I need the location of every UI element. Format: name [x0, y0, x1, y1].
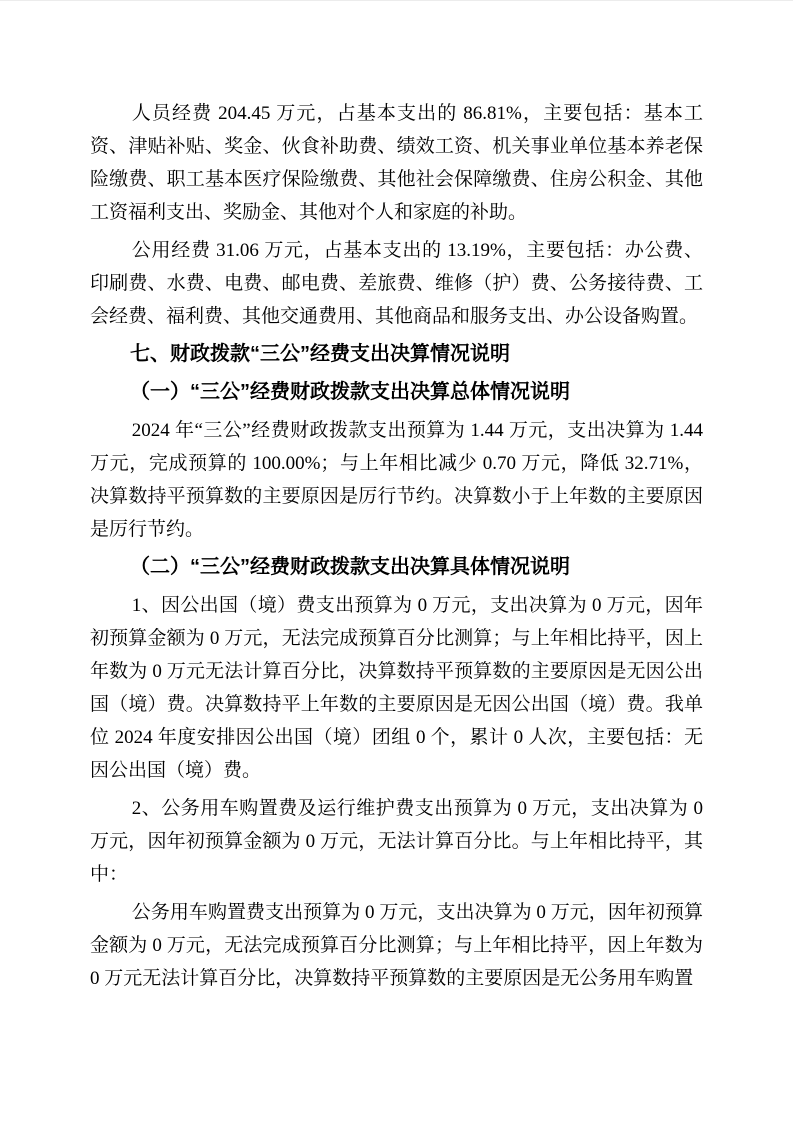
paragraph-sangong-overall-situation: 2024 年“三公”经费财政拨款支出预算为 1.44 万元，支出决算为 1.44 万元，完成预算的 100.00%；与上年相比减少 0.70 万元，降低 32.71%，决算数持平预算数的主要原因是厉行节约。决算数小于上年数的主要原因是厉行节约。 — [90, 420, 703, 540]
document-body — [90, 97, 703, 995]
paragraph-overseas-travel-expense: 1、因公出国（境）费支出预算为 0 万元，支出决算为 0 万元，因年初预算金额为 0 万元，无法完成预算百分比测算；与上年相比持平，因上年数为 0 万元无法计算百分比，决算数持平预算数的主要原因是无因公出国（境）费。决算数持平上年数的主要原因是无因公出国（境）费。我单位 2024 年度安排因公出国（境）团组 0 个，累计 0 人次，主要包括：无因公出国（境）费。 — [90, 595, 703, 781]
paragraph-official-vehicle-total: 2、公务用车购置费及运行维护费支出预算为 0 万元，支出决算为 0 万元，因年初预算金额为 0 万元，无法计算百分比。与上年相比持平，其中： — [90, 798, 703, 885]
heading-subsection-one-overall: （一）“三公”经费财政拨款支出决算总体情况说明 — [130, 381, 570, 403]
paragraph-official-vehicle-purchase: 公务用车购置费支出预算为 0 万元，支出决算为 0 万元，因年初预算金额为 0 万元，无法完成预算百分比测算；与上年相比持平，因上年数为 0 万元无法计算百分比，决算数持平预算数的主要原因是无公务用车购置 — [90, 902, 703, 989]
paragraph-personnel-expense: 人员经费 204.45 万元，占基本支出的 86.81%，主要包括：基本工资、津贴补贴、奖金、伙食补助费、绩效工资、机关事业单位基本养老保险缴费、职工基本医疗保险缴费、其他社会保障缴费、住房公积金、其他工资福利支出、奖励金、其他对个人和家庭的补助。 — [90, 103, 703, 223]
heading-section-seven-sangong-expense: 七、财政拨款“三公”经费支出决算情况说明 — [130, 343, 510, 365]
paragraph-public-expense: 公用经费 31.06 万元，占基本支出的 13.19%，主要包括：办公费、印刷费、水费、电费、邮电费、差旅费、维修（护）费、公务接待费、工会经费、福利费、其他交通费用、其他商品和服务支出、办公设备购置。 — [90, 240, 703, 327]
heading-subsection-two-specific: （二）“三公”经费财政拨款支出决算具体情况说明 — [130, 556, 570, 578]
